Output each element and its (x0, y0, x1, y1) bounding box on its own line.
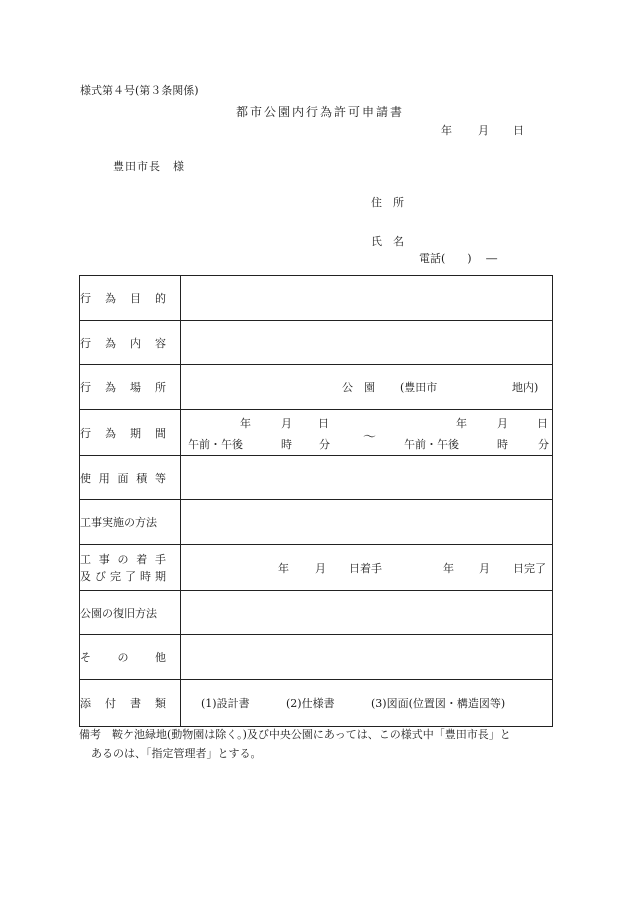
name-label: 氏 名 (371, 235, 404, 248)
row-content (80, 321, 553, 365)
period-end-month: 月 (497, 417, 508, 430)
attachment-design: (1)設計書 (201, 697, 250, 710)
other-value[interactable] (181, 635, 553, 680)
period-value[interactable] (181, 410, 553, 456)
row-area (80, 456, 553, 500)
row-restoration (80, 591, 553, 635)
attachment-drawings: (3)図面(位置図・構造図等) (371, 697, 506, 710)
restoration-label: 公園の復旧方法 (80, 591, 181, 635)
row-attachments (80, 680, 553, 727)
attachment-spec: (2)仕様書 (286, 697, 335, 710)
row-place (80, 365, 553, 410)
date-year: 年 (441, 124, 452, 137)
period-start-ampm: 午前・午後 (188, 438, 243, 451)
cp-start-year: 年 (278, 562, 289, 575)
construction-period-label: 工 事 の 着 手 及 び 完 了 時 期 (80, 545, 181, 591)
restoration-value[interactable] (181, 591, 553, 635)
page-title: 都市公園内行為許可申請書 (235, 105, 404, 119)
row-other (80, 635, 553, 680)
period-start-year: 年 (240, 417, 251, 430)
note-line-2: あるのは、「指定管理者」とする。 (91, 747, 262, 760)
content-label: 行 為 内 容 (80, 321, 181, 365)
period-start-month: 月 (281, 417, 292, 430)
area-value[interactable] (181, 456, 553, 500)
cp-end-year: 年 (443, 562, 454, 575)
content-value[interactable] (181, 321, 553, 365)
period-end-ampm: 午前・午後 (404, 438, 459, 451)
period-start-min: 分 (319, 438, 330, 451)
period-tilde: ～ (363, 430, 377, 445)
cp-start-day: 日着手 (349, 562, 382, 575)
address-label: 住 所 (371, 196, 404, 209)
row-period (80, 410, 553, 456)
cp-end-day: 日完了 (513, 562, 546, 575)
phone-label: 電話( ) ― (419, 252, 498, 265)
place-city: (豊田市 (400, 381, 438, 394)
attachments-label: 添 付 書 類 (80, 680, 181, 727)
period-start-day: 日 (318, 417, 329, 430)
place-park: 公 園 (342, 381, 375, 394)
place-area-close: 地内) (512, 381, 539, 394)
purpose-value[interactable] (181, 276, 553, 321)
period-start-hour: 時 (281, 438, 292, 451)
other-label: そ の 他 (80, 635, 181, 680)
purpose-label: 行 為 目 的 (80, 276, 181, 321)
period-end-hour: 時 (497, 438, 508, 451)
period-end-year: 年 (456, 417, 467, 430)
application-table (79, 275, 553, 727)
form-number: 様式第４号(第３条関係) (80, 84, 199, 97)
cp-end-month: 月 (479, 562, 490, 575)
row-purpose (80, 276, 553, 321)
addressee: 豊田市長 様 (113, 160, 185, 173)
construction-method-label: 工事実施の方法 (80, 500, 181, 545)
row-construction-period (80, 545, 553, 591)
period-end-min: 分 (538, 438, 549, 451)
date-month: 月 (478, 124, 489, 137)
cp-start-month: 月 (315, 562, 326, 575)
period-label: 行 為 期 間 (80, 410, 181, 456)
attachments-value (181, 680, 553, 727)
construction-period-value[interactable] (181, 545, 553, 591)
area-label: 使 用 面 積 等 (80, 456, 181, 500)
note-line-1: 備考 鞍ケ池緑地(動物園は除く。)及び中央公園にあっては、この様式中「豊田市長」と (79, 728, 511, 741)
place-value[interactable] (181, 365, 553, 410)
row-construction-method (80, 500, 553, 545)
place-label: 行 為 場 所 (80, 365, 181, 410)
period-end-day: 日 (537, 417, 548, 430)
date-day: 日 (513, 124, 524, 137)
construction-method-value[interactable] (181, 500, 553, 545)
